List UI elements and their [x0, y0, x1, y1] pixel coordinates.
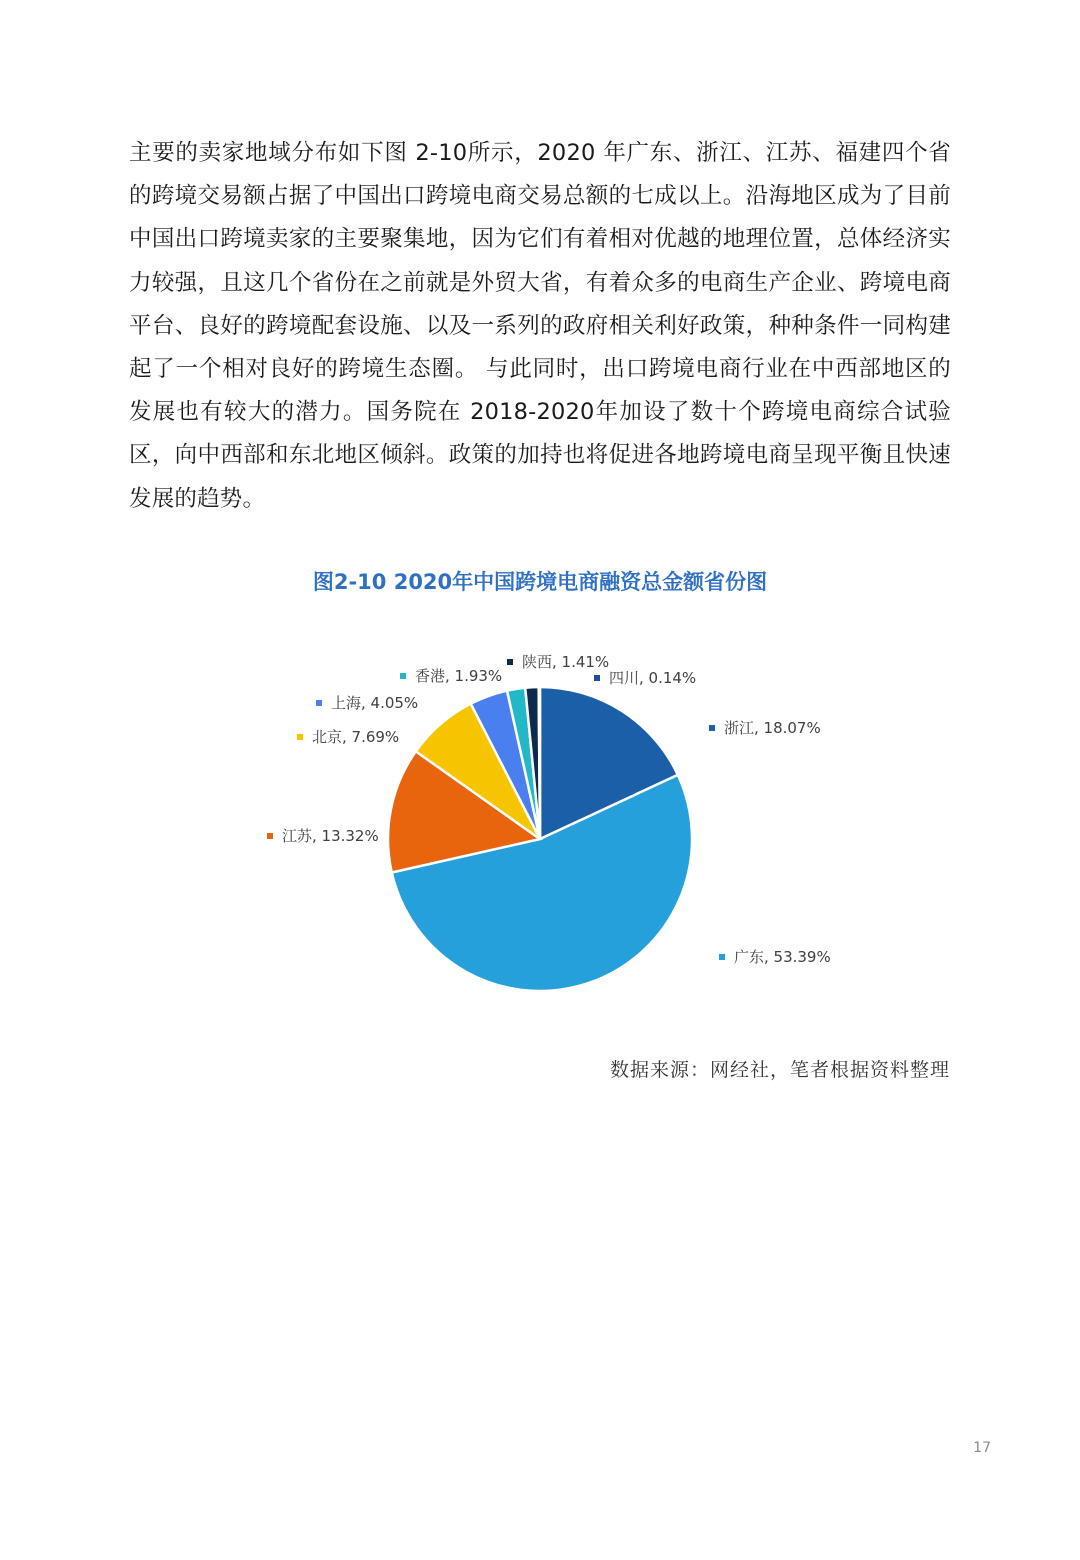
data-label-4: 北京, 7.69% [312, 728, 400, 746]
legend-marker-7 [507, 659, 513, 665]
data-source-note: 数据来源：网经社，笔者根据资料整理 [609, 1059, 950, 1081]
data-label-3: 江苏, 13.32% [282, 827, 379, 845]
page-number: 17 [973, 1440, 991, 1456]
data-label-2: 广东, 53.39% [734, 948, 831, 966]
legend-marker-6 [400, 673, 406, 679]
data-label-1: 浙江, 18.07% [724, 719, 821, 737]
data-label-5: 上海, 4.05% [331, 694, 419, 712]
legend-marker-2 [719, 954, 725, 960]
data-label-8: 四川, 0.14% [609, 669, 697, 687]
data-label-6: 香港, 1.93% [415, 667, 503, 685]
legend-marker-3 [267, 833, 273, 839]
chart-title: 图2-10 2020年中国跨境电商融资总金额省份图 [312, 570, 768, 594]
legend-marker-5 [316, 700, 322, 706]
legend-marker-8 [594, 675, 600, 681]
body-paragraph: 主要的卖家地域分布如下图 2-10所示，2020 年广东、浙江、江苏、福建四个省的跨境交易额占据了中国出口跨境电商交易总额的七成以上。沿海地区成为了目前中国出口跨境卖家的主要聚集地，因为它们有着相对优越的地理位置，总体经济实力较强，且这几个省份在之前就是外贸大省，有着众多的电商生产企业、跨境电商平台、良好的跨境配套设施、以及一系列的政府相关利好政策，种种条件一同构建起了一个相对良好的跨境生态圈。 与此同时，出口跨境电商行业在中西部地区的发展也有较大的潜力。国务院在 2018-2020年加设了数十个跨境电商综合试验区，向中西部和东北地区倾斜。政策的加持也将促进各地跨境电商呈现平衡且快速发展的趋势。 [129, 140, 951, 512]
legend-marker-1 [709, 725, 715, 731]
data-label-7: 陕西, 1.41% [522, 653, 610, 671]
pie-slice-8 [539, 687, 540, 839]
legend-marker-4 [297, 734, 303, 740]
